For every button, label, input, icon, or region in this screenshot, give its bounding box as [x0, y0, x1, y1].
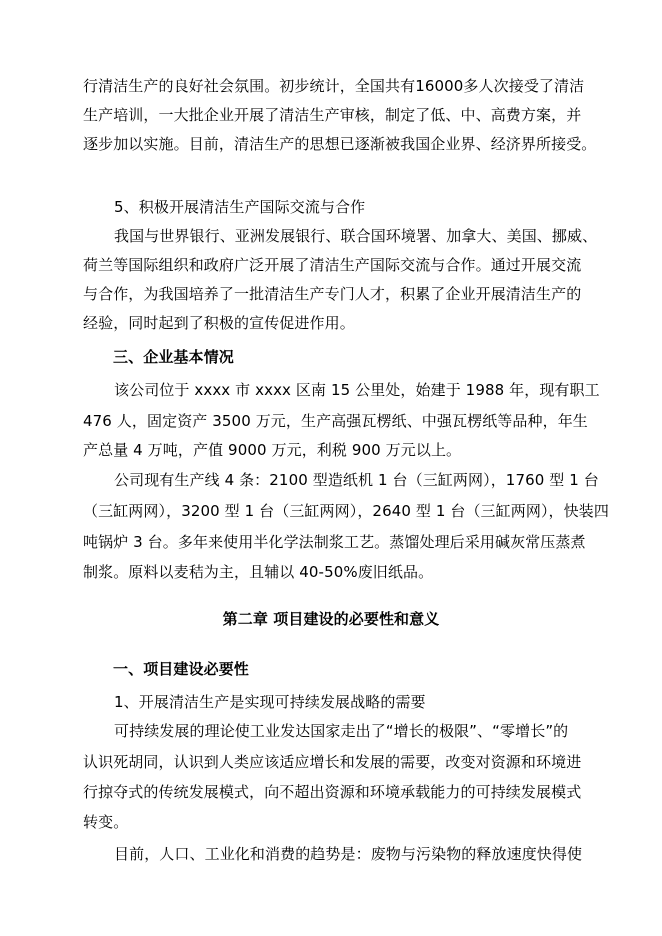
item5-line-2: 荷兰等国际组织和政府广泛开展了清洁生产国际交流与合作。通过开展交流: [83, 256, 582, 274]
intro-line-3: 逐步加以实施。目前，清洁生产的思想已逐渐被我国企业界、经济界所接受。: [83, 135, 597, 153]
intro-line-2: 生产培训，一大批企业开展了清洁生产审核，制定了低、中、高费方案，并: [83, 106, 582, 124]
section3-heading: 三、企业基本情况: [113, 348, 234, 366]
section3-para2-line-4: 制浆。原料以麦秸为主，且辅以 40-50%废旧纸品。: [83, 563, 434, 581]
section3-para1-line-3: 产总量 4 万吨，产值 9000 万元，利税 900 万元以上。: [83, 441, 462, 459]
item5-line-1: 我国与世界银行、亚洲发展银行、联合国环境署、加拿大、美国、挪威、: [114, 227, 598, 245]
intro-line-1: 行清洁生产的良好社会氛围。初步统计，全国共有16000多人次接受了清洁: [83, 77, 585, 95]
section3-para2-line-1: 公司现有生产线 4 条：2100 型造纸机 1 台（三缸两网），1760 型 1 台: [114, 471, 599, 489]
chapter2-subheading-1: 一、项目建设必要性: [113, 660, 249, 678]
section3-para1-line-1: 该公司位于 xxxx 市 xxxx 区南 15 公里处，始建于 1988 年，现有职工: [114, 381, 600, 399]
item5-line-3: 与合作，为我国培养了一批清洁生产专门人才，积累了企业开展清洁生产的: [83, 285, 582, 303]
chapter2-para1-line-4: 转变。: [83, 813, 129, 831]
chapter2-title: 第二章 项目建设的必要性和意义: [222, 610, 440, 628]
item5-line-4: 经验，同时起到了积极的宣传促进作用。: [83, 314, 355, 332]
item5-heading: 5、积极开展清洁生产国际交流与合作: [114, 198, 366, 216]
chapter2-item1-heading: 1、开展清洁生产是实现可持续发展战略的需要: [114, 693, 426, 711]
chapter2-para1-line-3: 行掠夺式的传统发展模式，向不超出资源和环境承载能力的可持续发展模式: [83, 783, 582, 801]
chapter2-para2-line-1: 目前，人口、工业化和消费的趋势是：废物与污染物的释放速度快得使: [114, 845, 583, 863]
section3-para1-line-2: 476 人，固定资产 3500 万元，生产高强瓦楞纸、中强瓦楞纸等品种，年生: [83, 412, 588, 430]
section3-para2-line-3: 吨锅炉 3 台。多年来使用半化学法制浆工艺。蒸馏处理后采用碱灰常压蒸煮: [83, 533, 586, 551]
chapter2-para1-line-1: 可持续发展的理论使工业发达国家走出了“增长的极限”、“零增长”的: [114, 722, 569, 740]
section3-para2-line-2: （三缸两网），3200 型 1 台（三缸两网），2640 型 1 台（三缸两网），快装四: [83, 502, 609, 520]
chapter2-para1-line-2: 认识死胡同，认识到人类应该适应增长和发展的需要，改变对资源和环境进: [83, 753, 582, 771]
